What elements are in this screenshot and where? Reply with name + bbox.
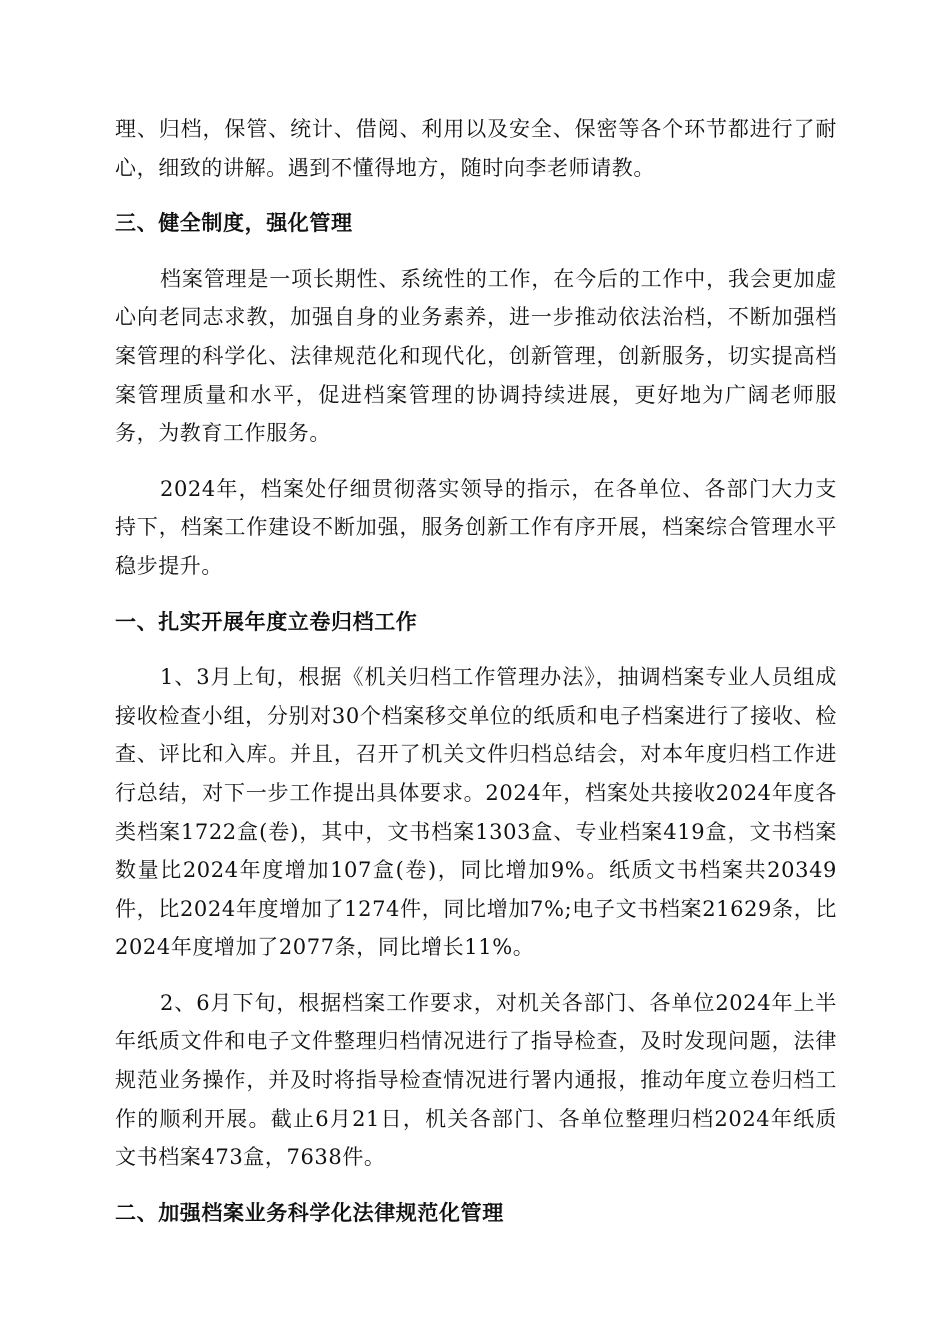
section-heading-three: 三、健全制度，强化管理: [115, 211, 353, 236]
document-body: [115, 110, 837, 1249]
section-heading-two: 二、加强档案业务科学化法律规范化管理: [115, 1200, 504, 1225]
paragraph-archive-management: 档案管理是一项长期性、系统性的工作，在今后的工作中，我会更加虚心向老同志求教，加强自身的业务素养，进一步推动依法治档，不断加强档案管理的科学化、法律规范化和现代化，创新管理，创新服务，切实提高档案管理质量和水平，促进档案管理的协调持续进展，更好地为广阔老师服务，为教育工作服务。: [115, 266, 837, 446]
paragraph-item-2: 2、6月下旬，根据档案工作要求，对机关各部门、各单位2024年上半年纸质文件和电子文件整理归档情况进行了指导检查，及时发现问题，法律规范业务操作，并及时将指导检查情况进行署内通报，推动年度立卷归档工作的顺利开展。截止6月21日，机关各部门、各单位整理归档2024年纸质文书档案473盒，7638件。: [115, 990, 837, 1170]
paragraph-item-1: 1、3月上旬，根据《机关归档工作管理办法》，抽调档案专业人员组成接收检查小组，分别对30个档案移交单位的纸质和电子档案进行了接收、检查、评比和入库。并且，召开了机关文件归档总结会，对本年度归档工作进行总结，对下一步工作提出具体要求。2024年，档案处共接收2024年度各类档案1722盒(卷)，其中，文书档案1303盒、专业档案419盒，文书档案数量比2024年度增加107盒(卷)，同比增加9%。纸质文书档案共20349件，比2024年度增加了1274件，同比增加7%;电子文书档案21629条，比2024年度增加了2077条，同比增长11%。: [115, 665, 837, 960]
paragraph-continuation: 理、归档，保管、统计、借阅、利用以及安全、保密等各个环节都进行了耐心，细致的讲解。遇到不懂得地方，随时向李老师请教。: [115, 117, 837, 180]
section-heading-one: 一、扎实开展年度立卷归档工作: [115, 609, 418, 634]
paragraph-annual-summary: 2024年，档案处仔细贯彻落实领导的指示，在各单位、各部门大力支持下，档案工作建设不断加强，服务创新工作有序开展，档案综合管理水平稳步提升。: [115, 476, 837, 578]
